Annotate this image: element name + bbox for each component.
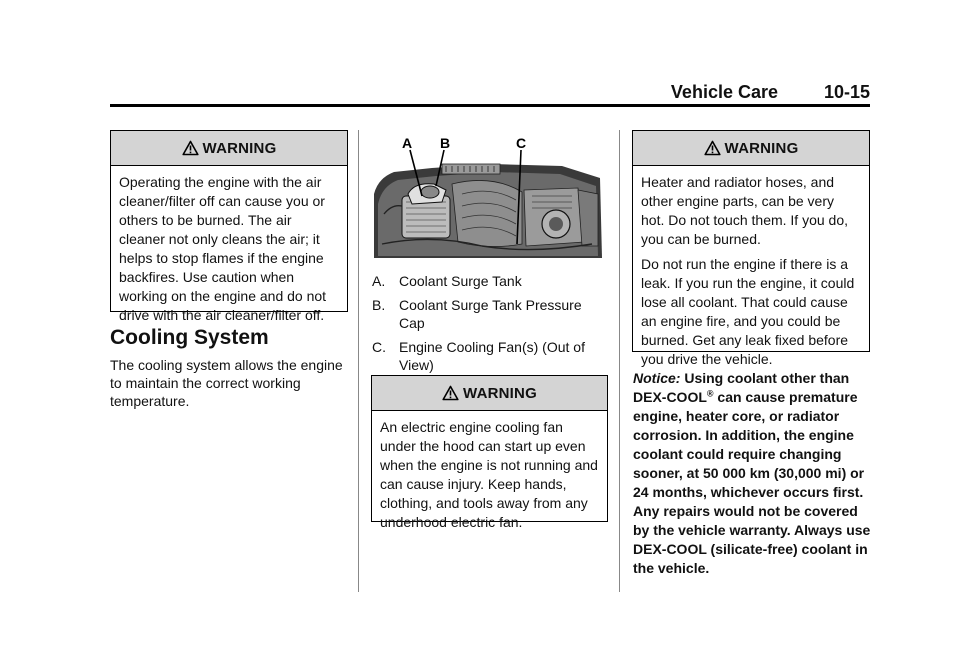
registered-mark: ® (706, 388, 714, 399)
warning-box-cooling-fan (371, 375, 608, 530)
warning-text-1: Heater and radiator hoses, and other engine parts, can be very hot. Do not touch them. If you do, you can be burned. (641, 174, 849, 247)
warning-header (111, 131, 347, 166)
warning-triangle-icon (442, 385, 459, 401)
legend-item (372, 296, 608, 332)
legend-text: Coolant Surge Tank (399, 273, 522, 289)
legend-item (372, 338, 608, 374)
warning-box-air-cleaner (110, 130, 348, 323)
section-heading: Cooling System (110, 326, 269, 349)
warning-header (633, 131, 869, 166)
legend-letter: B. (372, 297, 386, 313)
warning-title: WARNING (463, 384, 537, 402)
figure-legend (372, 272, 608, 380)
notice-lead: Using coolant other than (684, 370, 850, 386)
notice-paragraph (633, 369, 871, 578)
warning-text: Operating the engine with the air cleaner/filter off can cause you or others to be burned. The air cleaner not only cleans the air; it helps to stop flames if the engine backfires. Use caution when working on the engine and do not drive with the air cleaner/filter off. (119, 174, 327, 323)
warning-header (372, 376, 607, 411)
legend-letter: A. (372, 273, 386, 289)
header-rule (110, 104, 870, 107)
legend-text: Coolant Surge Tank Pressure Cap (399, 297, 582, 331)
warning-title: WARNING (202, 139, 277, 157)
warning-body (372, 411, 607, 538)
callout-b: B (440, 135, 451, 151)
legend-item (372, 272, 608, 290)
notice-label: Notice: (633, 370, 681, 386)
warning-triangle-icon (704, 140, 721, 156)
warning-triangle-icon (182, 140, 199, 156)
warning-text: An electric engine cooling fan under the hood can start up even when the engine is not running and can cause injury. Keep hands, clothing, and tools away from any underhood electric fan. (380, 419, 598, 530)
page-header (110, 82, 870, 104)
legend-text: Engine Cooling Fan(s) (Out of View) (399, 339, 585, 373)
warning-title: WARNING (724, 139, 799, 157)
cooling-intro-text: The cooling system allows the engine to maintain the correct working temperature. (110, 357, 343, 409)
section-title: Vehicle Care (670, 82, 778, 102)
legend-letter: C. (372, 339, 386, 355)
notice-brand: DEX-COOL (633, 389, 707, 405)
callout-a: A (402, 135, 413, 151)
notice-text: can cause premature engine, heater core, or radiator corrosion. In addition, the engine coolant could require changing sooner, at 50 000 km (30,000 mi) or 24 months, whichever occurs first. Any repairs would not be covered by the vehicle warranty. Always use DEX-COOL (silicate-free) coolant in the vehicle. (633, 389, 871, 576)
warning-box-hot-hoses (632, 130, 870, 367)
engine-compartment-illustration (372, 134, 604, 258)
column-divider-1 (358, 130, 359, 592)
callout-c: C (516, 135, 527, 151)
warning-body (633, 166, 869, 375)
warning-text-2: Do not run the engine if there is a leak. If you run the engine, it could lose all coolant. That could cause an engine fire, and you could be burned. Get any leak fixed before you drive the vehicle. (641, 256, 855, 367)
page-number: 10-15 (823, 82, 870, 102)
column-divider-2 (619, 130, 620, 592)
warning-body (111, 166, 347, 331)
